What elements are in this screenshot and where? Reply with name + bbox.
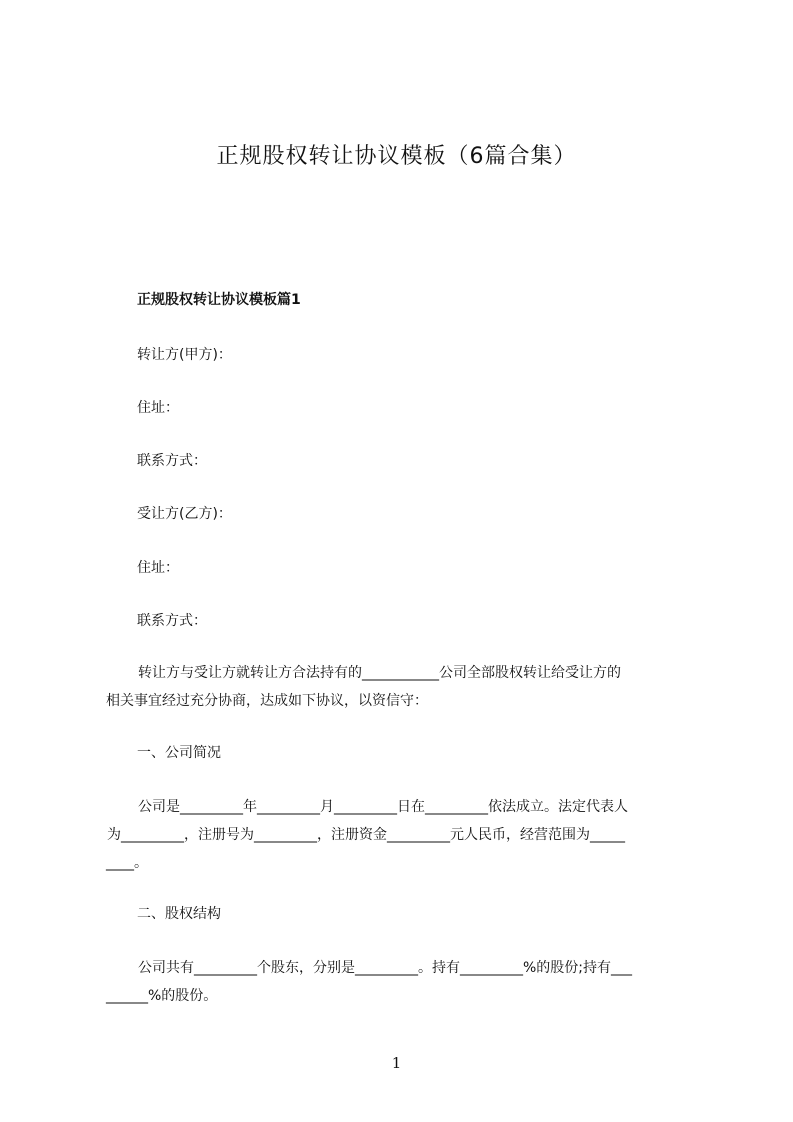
intro-paragraph [106, 659, 701, 715]
section-heading: 正规股权转让协议模板篇1 [137, 292, 301, 308]
transferor-label: 转让方(甲方)： [137, 347, 232, 363]
transferor-address-label: 住址： [137, 400, 179, 416]
transferee-label: 受让方(乙方)： [137, 506, 232, 522]
transferee-contact-label: 联系方式： [137, 613, 207, 629]
document-title: 正规股权转让协议模板（6篇合集） [216, 144, 577, 169]
clause1-line: 公司是_________年_________月_________日在_________依法成立。法定代表人 [138, 799, 628, 815]
intro-line: 相关事宜经过充分协商，达成如下协议，以资信守： [106, 693, 428, 709]
clause1-paragraph [106, 793, 701, 877]
clause2-line: 公司共有_________个股东，分别是_________。持有_________%的股份;持有___ [138, 960, 633, 976]
clause1-line: 为_________，注册号为_________，注册资金_________元人民币，经营范围为_____ [107, 827, 625, 843]
clause2-line: ______%的股份。 [106, 988, 218, 1004]
intro-line: 转让方与受让方就转让方合法持有的___________公司全部股权转让给受让方的 [138, 665, 621, 681]
clause1-heading: 一、公司简况 [137, 745, 221, 761]
clause2-heading: 二、股权结构 [137, 906, 221, 922]
page-number: 1 [391, 1054, 402, 1072]
transferor-contact-label: 联系方式： [137, 453, 207, 469]
clause1-line: ____。 [106, 855, 148, 871]
clause2-paragraph [106, 954, 701, 1010]
transferee-address-label: 住址： [137, 560, 179, 576]
